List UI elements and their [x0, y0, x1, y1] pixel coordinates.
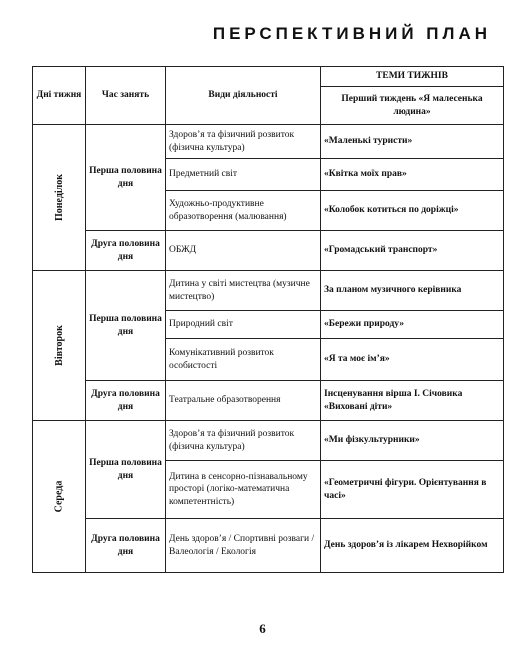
table-row	[33, 231, 504, 271]
table-row	[33, 271, 504, 311]
time-cell: Перша половина дня	[86, 125, 166, 231]
plan-table	[32, 66, 504, 573]
time-cell: Друга половина дня	[86, 519, 166, 573]
header-week: Перший тиждень «Я малесенька людина»	[321, 87, 504, 125]
activity-cell: Театральне образотворення	[166, 381, 321, 421]
header-time: Час занять	[86, 67, 166, 125]
theme-cell: «Бережи природу»	[321, 311, 504, 339]
day-cell	[33, 125, 86, 271]
day-cell	[33, 271, 86, 421]
activity-cell: Дитина у світі мистецтва (музичне мистецтво)	[166, 271, 321, 311]
table-row	[33, 519, 504, 573]
theme-cell: «Ми фізкультурники»	[321, 421, 504, 461]
activity-cell: Природний світ	[166, 311, 321, 339]
theme-cell: День здоров’я із лікарем Нехворійком	[321, 519, 504, 573]
time-cell: Перша половина дня	[86, 271, 166, 381]
theme-cell: «Громадський транспорт»	[321, 231, 504, 271]
activity-cell: Художньо-продуктивне образотворення (малювання)	[166, 191, 321, 231]
page-number: 6	[259, 621, 266, 636]
header-themes: ТЕМИ ТИЖНІВ	[321, 67, 504, 87]
theme-cell: Інсценування вірша І. Січовика «Виховані діти»	[321, 381, 504, 421]
day-name: Середа	[53, 480, 65, 513]
activity-cell: ОБЖД	[166, 231, 321, 271]
header-activities: Види діяльності	[166, 67, 321, 125]
theme-cell: «Я та моє ім’я»	[321, 339, 504, 381]
activity-cell: День здоров’я / Спортивні розваги / Валеологія / Екологія	[166, 519, 321, 573]
activity-cell: Здоров’я та фізичний розвиток (фізична культура)	[166, 421, 321, 461]
activity-cell: Здоров’я та фізичний розвиток (фізична культура)	[166, 125, 321, 159]
activity-cell: Комунікативний розвиток особистості	[166, 339, 321, 381]
time-cell: Друга половина дня	[86, 231, 166, 271]
table-row	[33, 125, 504, 159]
theme-cell: «Колобок котиться по доріжці»	[321, 191, 504, 231]
theme-cell: «Маленькі туристи»	[321, 125, 504, 159]
day-name: Понеділок	[54, 173, 66, 221]
activity-cell: Дитина в сенсорно-пізнавальному просторі (логіко-математична компетентність)	[166, 461, 321, 519]
day-name: Вівторок	[53, 324, 65, 366]
theme-cell: «Геометричні фігури. Орієнтування в часі»	[321, 461, 504, 519]
header-day: Дні тижня	[33, 67, 86, 125]
theme-cell: «Квітка моїх прав»	[321, 159, 504, 191]
table-row	[33, 381, 504, 421]
time-cell: Друга половина дня	[86, 381, 166, 421]
page-title: ПЕРСПЕКТИВНИЙ ПЛАН	[212, 24, 491, 43]
day-cell	[33, 421, 86, 573]
time-cell: Перша половина дня	[86, 421, 166, 519]
activity-cell: Предметний світ	[166, 159, 321, 191]
theme-cell: За планом музичного керівника	[321, 271, 504, 311]
table-row	[33, 421, 504, 461]
